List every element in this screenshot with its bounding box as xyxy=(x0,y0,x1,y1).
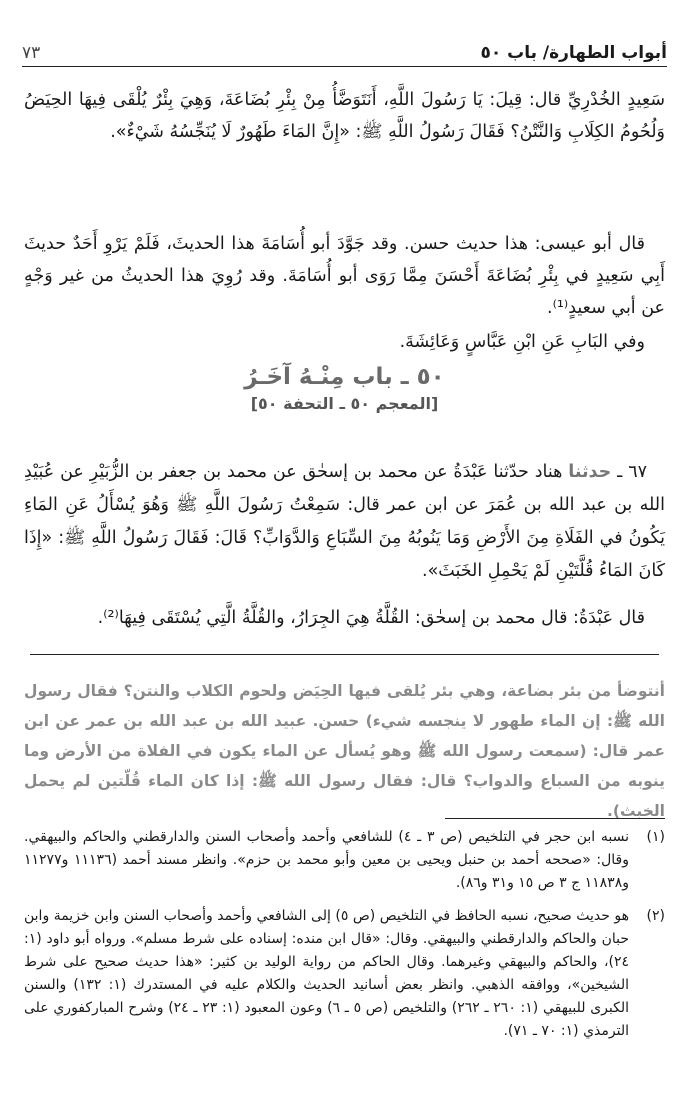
chapter-heading: ٥٠ ـ باب مِنْـهُ آخَـرُ xyxy=(244,364,445,390)
header-title: أبواب الطهارة/ باب ٥٠ xyxy=(480,43,667,63)
haddathana-word: حدثنا xyxy=(568,462,612,482)
page-number: ٧٣ xyxy=(22,43,41,63)
footnote-1 xyxy=(24,826,665,895)
abda-note: قال عَبْدَةُ: قال محمد بن إسحٰق: القُلَّةُ هِيَ الجِرَارُ، والقُلَّةُ الَّتِي يُسْتَقَى فِيهَا⁽²⁾. xyxy=(97,608,645,628)
hadith-67 xyxy=(24,456,665,588)
footnote-text: نسبه ابن حجر في التلخيص (ص ٣ ـ ٤) للشافعي وأحمد وأصحاب السنن والدارقطني والحاكم والبيهقي. وقال: «صححه أحمد بن حنبل ويحيى بن معين وأبو محمد بن حزم». وانظر مسند أحمد (١١١٣٦ و١١٢٧٧ و١١٨٣٨ ج ٣ ص ١٥ و٣١ و٨٦). xyxy=(24,829,629,891)
paragraph-abu-isa-comment: قال أبو عيسى: هذا حديث حسن. وقد جَوَّدَ أبو أُسَامَةَ هذا الحديثَ، فَلَمْ يَرْوِ أَحَدٌ حديثَ أَبِي سَعِيدٍ في بِئْرِ بُضَاعَةَ أَحْسَنَ مِمَّا رَوَى أبو أُسَامَةَ. وقد رُوِيَ هذا الحديثُ من غير وَجْهٍ عن أبي سعيدٍ⁽¹⁾. xyxy=(24,234,665,318)
footnote-number: (٢) xyxy=(646,908,665,924)
chapter-subheading: [المعجم ٥٠ ـ التحفة ٥٠] xyxy=(250,394,439,413)
running-header xyxy=(22,38,667,67)
section-divider xyxy=(30,654,659,655)
hadith-text: هناد حدّثنا عَبْدَةُ عن محمد بن إسحٰق عن محمد بن جعفر بن الزُّبَيْرِ عن عُبَيْدِ الله بن عبد الله بن عُمَرَ عن ابن عمر قال: سَمِعْتُ رَسُولَ اللَّهِ ﷺ وَهُوَ يُسْأَلُ عَنِ المَاءِ يَكُونُ في الفَلَاةِ مِنَ الأَرْضِ وَمَا يَنُوبُهُ مِنَ السِّبَاعِ وَالدَّوَابِّ؟ قَالَ: فَقَالَ رَسُولُ اللَّهِ ﷺ: «إِذَا كَانَ المَاءُ قُلَّتَيْنِ لَمْ يَحْمِلِ الخَبَثَ». xyxy=(24,462,665,581)
footnote-number: (١) xyxy=(646,829,665,845)
hadith-number: ٦٧ ـ xyxy=(617,462,647,482)
footnote-2 xyxy=(24,905,665,1043)
paragraph-fi-al-bab: وفي البَابِ عَنِ ابْنِ عَبَّاسٍ وَعَائِشَةَ. xyxy=(399,332,645,352)
footnote-text: هو حديث صحيح، نسبه الحافظ في التلخيص (ص ٥) إلى الشافعي وأحمد وأصحاب السنن وابن خزيمة وابن حبان والحاكم والدارقطني والبيهقي. وقال: «قال ابن منده: إسناده على شرط مسلم». ورواه أبو داود (١: ٢٤)، والحاكم والبيهقي وغيرهما. وقال الحاكم من رواية الوليد بن كثير: «هذا حديث صحيح على شرط الشيخين»، ووافقه الذهبي. وانظر بعض أسانيد الحديث والكلام عليه في المستدرك (١: ١٣٢) والسنن الكبرى للبيهقي (١: ٢٦٠ ـ ٢٦٢) والتلخيص (ص ٥ ـ ٦) وعون المعبود (١: ٢٣ ـ ٢٤) وشرح المباركفوري على الترمذي (١: ٧٠ ـ ٧١). xyxy=(24,908,630,1039)
paragraph-hadith-continuation: سَعِيدٍ الخُدْرِيِّ قال: قِيلَ: يَا رَسُولَ اللَّهِ، أَنَتَوَضَّأُ مِنْ بِئْرِ بُضَاعَةَ، وَهِيَ بِئْرٌ يُلْقَى فِيهَا الحِيَضُ وَلُحُومُ الكِلَابِ وَالنَّتْنُ؟ فَقَالَ رَسُولُ اللَّهِ ﷺ: «إِنَّ المَاءَ طَهُورٌ لَا يُنَجِّسُهُ شَيْءٌ». xyxy=(24,90,665,142)
footnote-divider xyxy=(445,818,665,819)
summary-block: أنتوضأ من بئر بضاعة، وهي بئر يُلقى فيها الحِيَض ولحوم الكلاب والنتن؟ فقال رسول الله ﷺ: إن الماء طهور لا ينجسه شيء) حسن. عبيد الله بن عبد الله بن عمر عن ابن عمر قال: (سمعت رسول الله ﷺ وهو يُسأل عن الماء يكون في الفلاة من الأرض وما ينوبه من السباع والدواب؟ قال: فقال رسول الله ﷺ: إذا كان الماء قُلّتين لم يحمل الخبث). xyxy=(24,682,665,820)
